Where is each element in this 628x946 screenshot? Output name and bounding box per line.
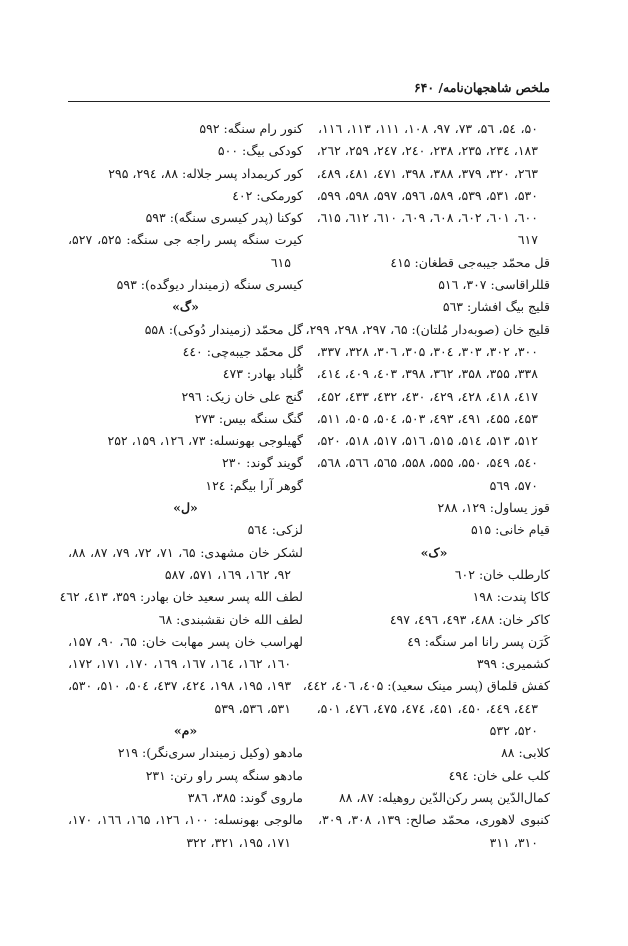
index-entry-line: لزکی: ۵٦٤ [247, 522, 303, 538]
index-entry-line: ٦۰۰، ٦۰۱، ٦۰۲، ٦۰۸، ٦۰۹، ٦۱۰، ٦۱۲، ٦۱۵، [316, 210, 538, 226]
index-entry-line: ۹۲، ۱٦۲، ۱٦۹، ۵۷۱، ۵۸۷ [164, 566, 291, 582]
index-entry-line: کودکی بیگ: ۵۰۰ [217, 143, 303, 159]
index-entry-line: قیام خانی: ۵۱۵ [470, 522, 550, 538]
index-entry-line: کیسری سنگه (زمیندار دیوگده): ۵۹۳ [116, 277, 303, 293]
index-entry-line: لطف الله پسر سعید خان بهادر: ۳۵۹، ٤۱۳، ٤٦۲ [59, 589, 303, 605]
index-entry-line: ٤۵۳، ٤۵۵، ٤۹۱، ٤۹۳، ۵۰۳، ۵۰٤، ۵۰۵، ۵۱۱، [316, 410, 538, 426]
index-entry-line: ٤٤۳، ٤٤۹، ٤۵۰، ٤۵۱، ٤۷٤، ٤۷۵، ٤۷٦، ۵۰۱، [316, 700, 538, 716]
index-entry-line: کورمکی: ٤۰۲ [232, 187, 303, 203]
index-entry-line: ۵٤۰، ۵٤۹، ۵۵۰، ۵۵۵، ۵۵۸، ۵٦۵، ۵٦٦، ۵٦۸، [316, 455, 538, 471]
index-entry-line: کَرَن پسر رانا امر سنگه: ٤۹ [407, 633, 550, 649]
index-entry-line: کشمیری: ۳۹۹ [476, 656, 550, 672]
index-column-left [59, 118, 303, 854]
index-entry-line: ۵۷۰، ۵٦۹ [489, 477, 538, 493]
index-entry-line: ٦۱۷ [517, 232, 538, 248]
index-entry-line: ۵۳۱، ۵۳٦، ۵۳۹ [214, 700, 291, 716]
index-entry-line: ۳۰۰، ۳۰۲، ۳۰۳، ۳۰٤، ۳۰۵، ۳۰٦، ۳۲۸، ۳۳۷، [316, 343, 538, 359]
index-entry-line: گوهر آرا بیگم: ۱۲٤ [205, 477, 303, 493]
index-entry-line: لشکر خان مشهدی: ٦۵، ۷۱، ۷۲، ۷۹، ۸۷، ۸۸، [68, 544, 303, 560]
index-entry-line: کیرت سنگه پسر راجه جی سنگه: ۵۲۵، ۵۲۷، [68, 232, 303, 248]
index-entry-line: گنج علی خان زیک: ۲۹٦ [181, 388, 303, 404]
index-column-right [302, 118, 551, 854]
index-entry-line: کلابی: ۸۸ [501, 745, 550, 761]
index-entry-line: گُلباد بهادر: ٤۷۳ [222, 366, 303, 382]
index-entry-line: ۳۱۰، ۳۱۱ [489, 834, 538, 850]
index-entry-line: مادهو (وکیل زمیندار سری‌نگر): ۲۱۹ [117, 745, 303, 761]
index-entry-line: کارطلب خان: ٦۰۲ [454, 566, 550, 582]
index-entry-line: ۱۸۳، ۲۳٤، ۲۳۵، ۲۳۸، ۲٤۰، ۲٤۷، ۲۵۹، ۲٦۲، [316, 143, 538, 159]
index-entry-line: ماروی گوند: ۳۸۵، ۳۸٦ [187, 789, 303, 805]
index-entry-line: گل محمّد (زمیندار دُوکی): ۵۵۸ [144, 321, 303, 337]
index-entry-line: ۱۷۱، ۱۹۵، ۳۲۱، ۳۲۲ [186, 834, 291, 850]
index-entry-line: ۱۹۳، ۱۹۵، ۱۹۸، ٤۲٤، ٤۳۷، ۵۰٤، ۵۱۰، ۵۳۰، [68, 678, 292, 694]
running-header: ملخص شاهجهان‌نامه/ ۶۴۰ [413, 80, 550, 95]
index-entry-line: ۵۲۰، ۵۳۲ [489, 723, 538, 739]
index-entry-line: کمال‌الدّین پسر رکن‌الدّین روهیله: ۸۷، ۸۸ [338, 789, 550, 805]
index-entry-line: کنور رام سنگه: ۵۹۲ [199, 121, 303, 136]
index-entry-line: ۵۱۲، ۵۱۳، ۵۱٤، ۵۱۵، ۵۱٦، ۵۱۷، ۵۱۸، ۵۲۰، [316, 433, 538, 449]
index-entry-line: ۲٦۳، ۳۲۰، ۳۷۹، ۳۸۸، ۳۹۸، ٤۷۱، ٤۸۱، ٤۸۹، [316, 165, 538, 181]
index-entry-line: کفش قلماق (پسر مینک سعید): ٤۰۵، ٤۰٦، ٤٤۲، [302, 678, 550, 694]
section-letter-heading: «ک» [420, 544, 448, 560]
index-entry-line: کور کریمداد پسر جلاله: ۸۸، ۲۹٤، ۲۹۵ [108, 165, 303, 181]
section-letter-heading: «ل» [173, 500, 198, 516]
index-entry-line: کاکا پندت: ۱۹۸ [472, 589, 550, 605]
index-entry-line: قوز یساول: ۱۲۹، ۲۸۸ [437, 500, 550, 516]
index-entry-line: ۵۳۰، ۵۳۱، ۵۳۹، ۵۸۹، ۵۹٦، ۵۹۷، ۵۹۸، ۵۹۹، [316, 187, 538, 203]
index-entry-line: لهراسب خان پسر مهابت خان: ٦۵، ۹۰، ۱۵۷، [68, 633, 303, 649]
index-entry-line: گویند گوند: ۲۳۰ [222, 455, 303, 471]
index-entry-line: قلیج بیگ افشار: ۵٦۳ [442, 299, 550, 315]
index-entry-line: گهیلوجی بهونسله: ۷۳، ۱۲٦، ۱۵۹، ۲۵۲ [107, 433, 303, 449]
index-entry-line: گنگ سنگه بیس: ۲۷۳ [194, 410, 303, 426]
index-entry-line: کنبوی لاهوری، محمّد صالح: ۱۳۹، ۳۰۸، ۳۰۹، [318, 812, 551, 828]
index-entry-line: گل محمّد جیبه‌چی: ٤٤۰ [182, 343, 303, 359]
index-entry-line: لطف الله خان نقشبندی: ٦۸ [158, 611, 303, 627]
index-entry-line: کاکر خان: ٤۸۸، ٤۹۳، ٤۹٦، ٤۹۷ [389, 611, 550, 627]
index-entry-line: کلب علی خان: ٤۹٤ [448, 767, 550, 783]
index-entry-line: ۵۰، ۵٤، ۵٦، ۷۳، ۹۷، ۱۰۸، ۱۱۱، ۱۱۳، ۱۱٦، [318, 121, 538, 136]
header-rule [68, 101, 550, 102]
index-entry-line: قل محمّد جیبه‌جی قطغان: ٤۱۵ [390, 254, 550, 270]
section-letter-heading: «گ» [172, 299, 199, 315]
index-entry-line: قللراقاسی: ۳۰۷، ۵۱٦ [438, 277, 550, 293]
index-entry-line: ٦۱۵ [270, 254, 291, 270]
index-entry-line: ٤۱۷، ٤۱۸، ٤۲۸، ٤۲۹، ٤۳۰، ٤۳۲، ٤۳۳، ٤۵۲، [316, 388, 538, 404]
index-entry-line: مادهو سنگه پسر راو رتن: ۲۳۱ [145, 767, 303, 783]
index-entry-line: ۱٦۰، ۱٦۲، ۱٦٤، ۱٦۷، ۱٦۹، ۱۷۰، ۱۷۱، ۱۷۲، [68, 656, 292, 672]
index-entry-line: ۳۳۸، ۳۵۵، ۳۵۸، ۳٦۲، ۳۹۸، ٤۰۳، ٤۰۹، ٤۱٤، [316, 366, 538, 382]
index-entry-line: کوکنا (پدر کیسری سنگه): ۵۹۳ [145, 210, 303, 226]
section-letter-heading: «م» [173, 723, 198, 739]
index-entry-line: قلیج خان (صوبه‌دار مُلتان): ٦۵، ۲۹۷، ۲۹۸، ۲۹۹، [305, 321, 550, 337]
index-entry-line: مالوجی بهونسله: ۱۰۰، ۱۲٦، ۱٦۵، ۱٦٦، ۱۷۰، [68, 812, 303, 828]
